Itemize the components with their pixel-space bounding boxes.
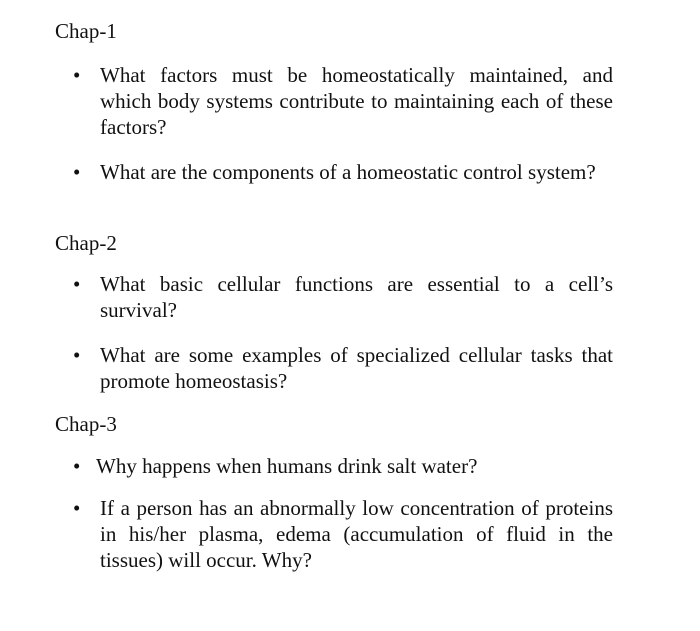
bullet-icon: • (73, 454, 81, 478)
bullet-icon: • (73, 496, 81, 520)
chapter-1-question-2: What are the components of a homeostatic control system? (100, 160, 596, 184)
chapter-2-heading: Chap-2 (55, 231, 117, 255)
bullet-icon: • (73, 272, 81, 296)
bullet-icon: • (73, 63, 81, 87)
chapter-3-question-2: If a person has an abnormally low concentration of proteins in his/her plasma, edema (accumulation of fluid in the tissues) will occur. Why? (100, 496, 613, 572)
chapter-3-heading: Chap-3 (55, 412, 117, 436)
chapter-2-question-1: What basic cellular functions are essential to a cell’s survival? (100, 272, 613, 322)
chapter-3-question-1: Why happens when humans drink salt water? (96, 454, 478, 478)
chapter-1-question-1: What factors must be homeostatically maintained, and which body systems contribute to maintaining each of these factors? (100, 63, 613, 139)
bullet-icon: • (73, 160, 81, 184)
chapter-2-question-2: What are some examples of specialized cellular tasks that promote homeostasis? (100, 343, 613, 393)
bullet-icon: • (73, 343, 81, 367)
chapter-1-heading: Chap-1 (55, 19, 117, 43)
